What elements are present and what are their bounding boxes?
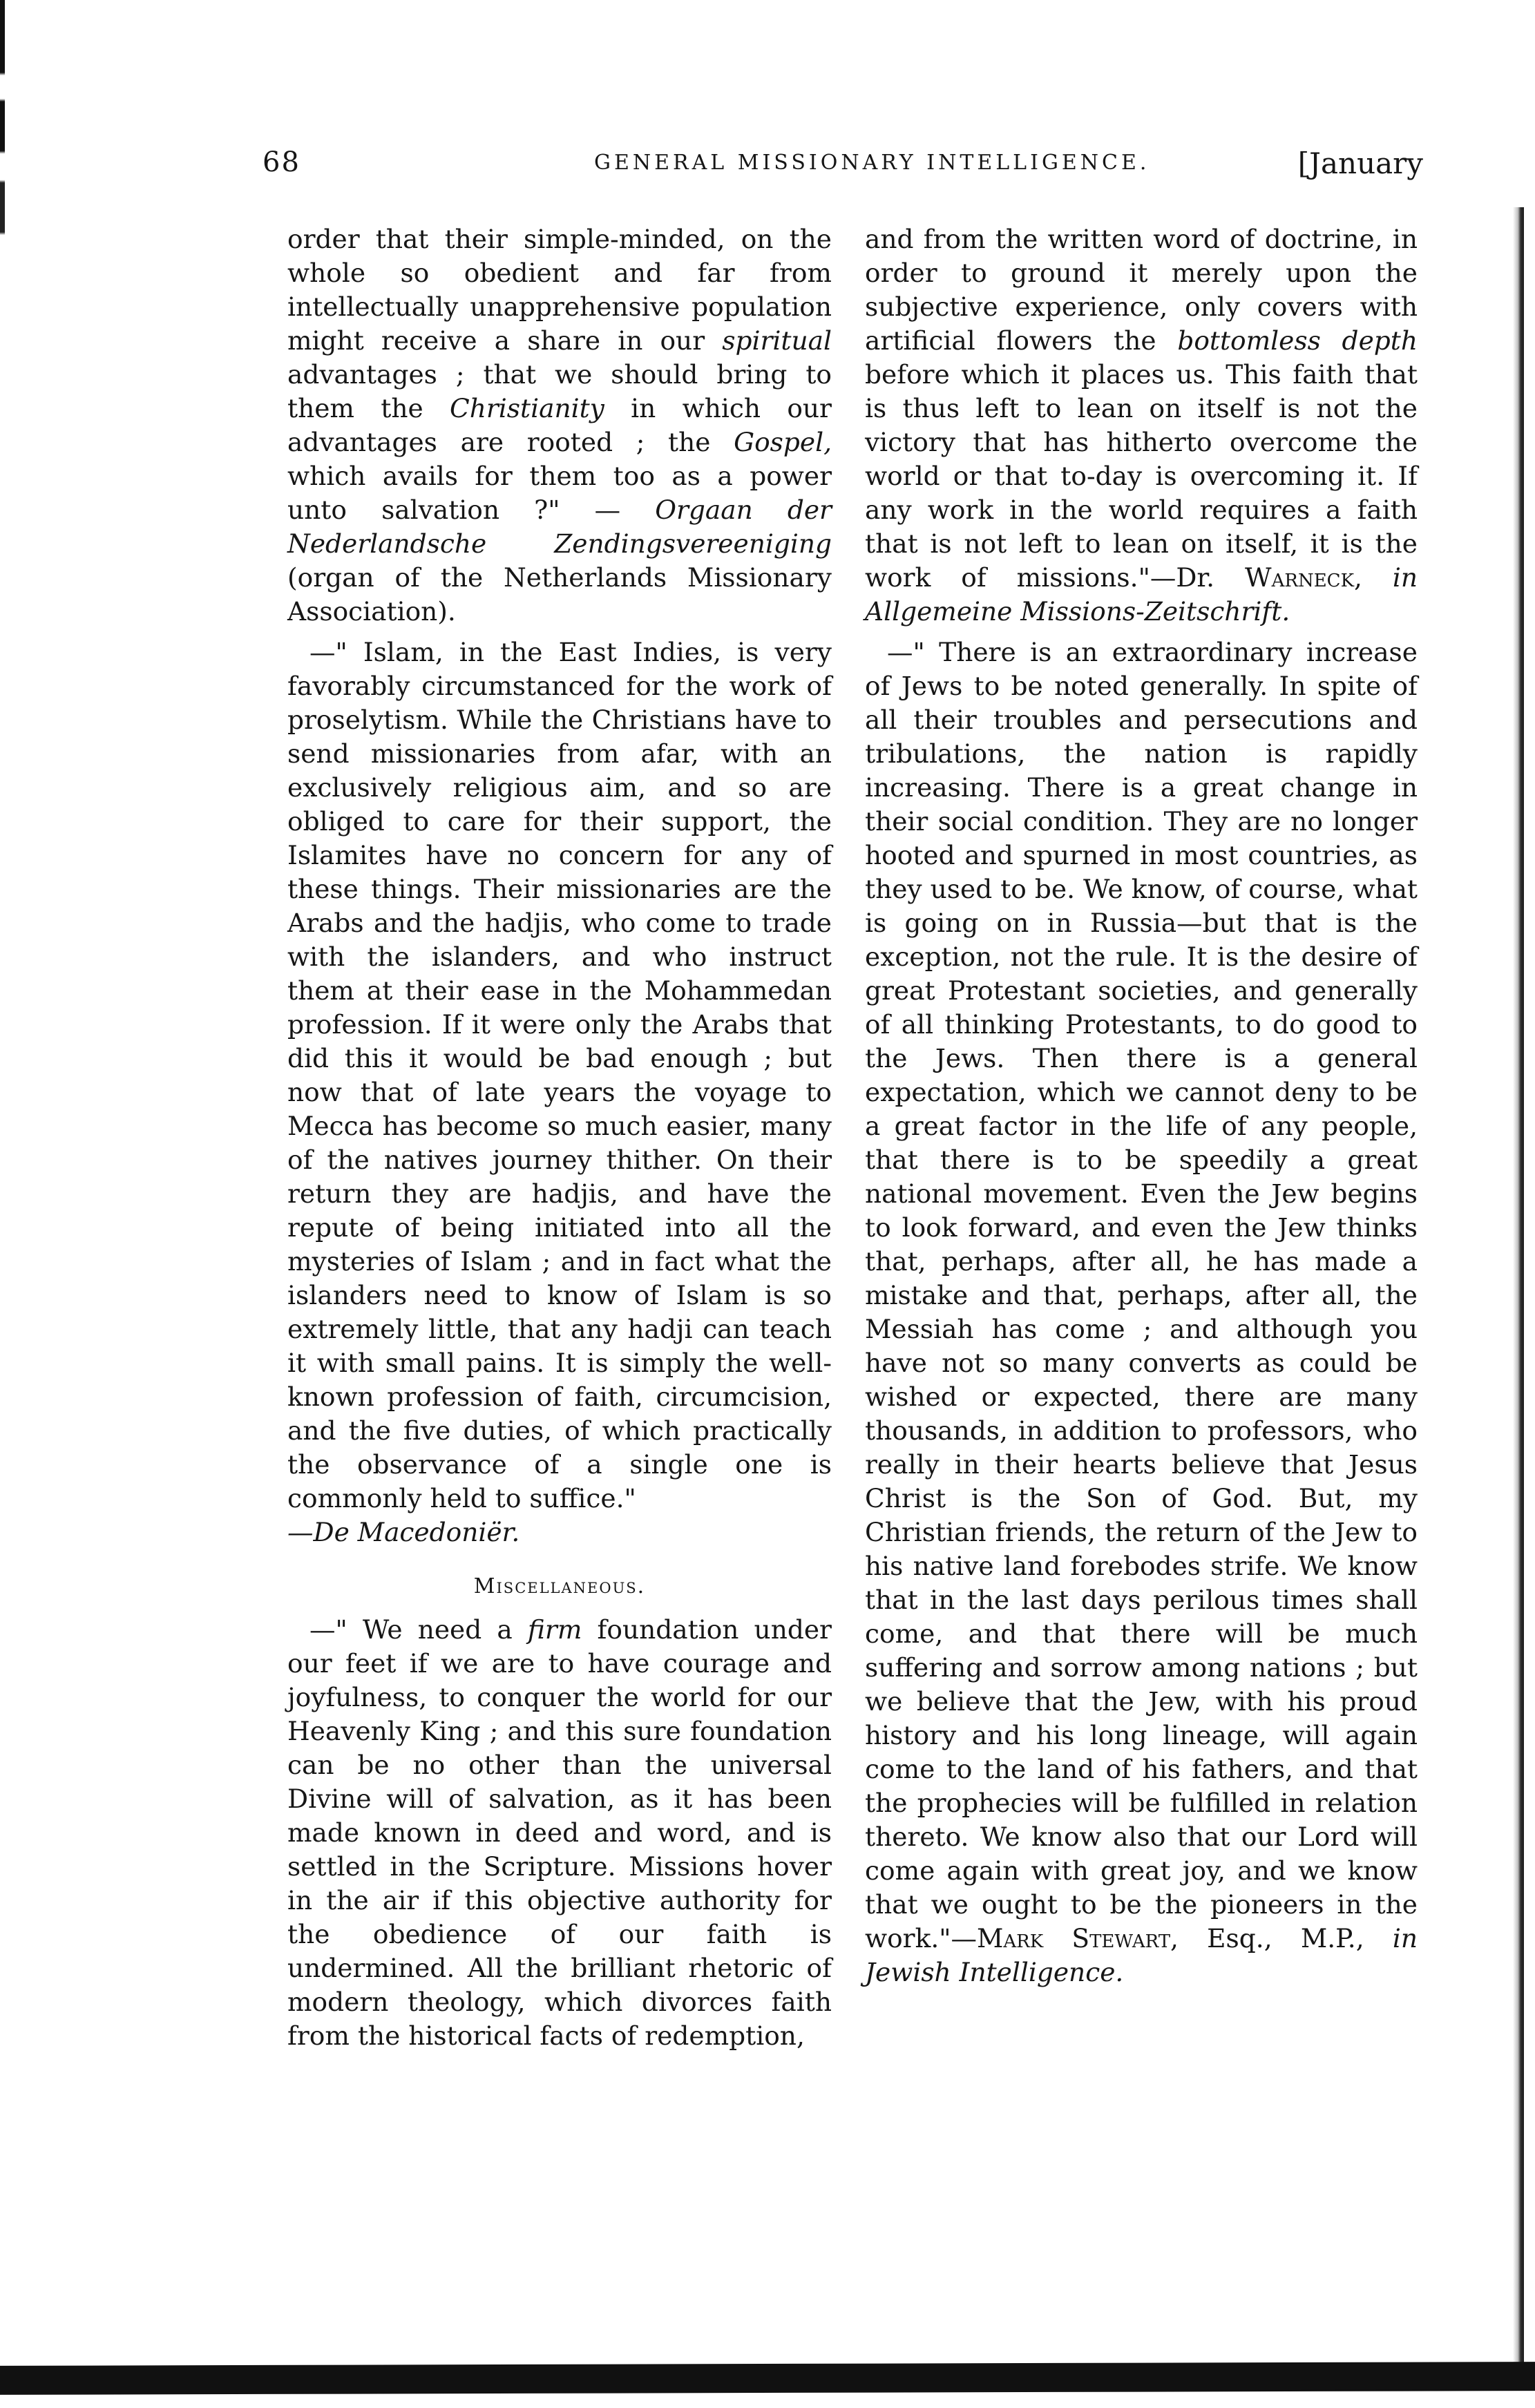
scan-edge-right	[1513, 207, 1524, 2383]
left-paragraph-1: order that their simple-minded, on the whole so obedient and far from intellectually unapprehensive population might receive a share in our spiritual advantages ; that we should bring to them the Christianity in which our advantages are rooted ; the Gospel, which avails for them too as a power unto salvation ?" — Orgaan der Nederlandsche Zendingsvereeniging (organ of the Netherlands Missionary Association).	[287, 224, 832, 627]
scan-bottom-edge	[0, 2362, 1535, 2395]
issue-month: [January	[1297, 146, 1423, 180]
page-number: 68	[263, 146, 301, 178]
page-header	[263, 146, 1423, 188]
section-heading-miscellaneous: Miscellaneous.	[473, 1574, 646, 1598]
left-paragraph-islam: —" Islam, in the East Indies, is very favorably circumstanced for the work of proselytism. While the Christians have to send missionaries from afar, with an exclusively religious aim, and so are obliged to care for their support, the Islamites have no concern for any of these things. Their missionaries are the Arabs and the hadjis, who come to trade with the islanders, and who instruct them at their ease in the Mohammedan profession. If it were only the Arabs that did this it would be bad enough ; but now that of late years the voyage to Mecca has become so much easier, many of the natives journey thither. On their return they are hadjis, and have the repute of being initiated into all the mysteries of Islam ; and in fact what the islanders need to know of Islam is so extremely little, that any hadji can teach it with small pains. It is simply the well-known profession of faith, circumcision, and the five duties, of which practically the observance of a single one is commonly held to suffice."	[287, 637, 832, 1513]
scan-edge-left	[0, 0, 5, 290]
right-paragraph-jews: —" There is an extraordinary increase of Jews to be noted generally. In spite of all their troubles and persecutions and tribulations, the nation is rapidly increasing. There is a great change in their social condition. They are no longer hooted and spurned in most countries, as they used to be. We know, of course, what is going on in Russia—but that is the exception, not the rule. It is the desire of great Protestant societies, and generally of all thinking Protestants, to do good to the Jews. Then there is a general expectation, which we cannot deny to be a great factor in the life of any people, that there is to be speedily a great national movement. Even the Jew begins to look forward, and even the Jew thinks that, perhaps, after all, he has made a mistake and that, perhaps, after all, the Messiah has come ; and although you have not so many converts as could be wished or expected, there are many thousands, in addition to professors, who really in their hearts believe that Jesus Christ is the Son of God. But, my Christian friends, the return of the Jew to his native land forebodes strife. We know that in the last days perilous times shall come, and that there will be much suffering and sorrow among nations ; but we believe that the Jew, with his proud history and his long lineage, will again come to the land of his fathers, and that the prophecies will be fulfilled in relation thereto. We know also that our Lord will come again with great joy, and we know that we ought to be the pioneers in the work."—Mark Stewart, Esq., M.P., in Jewish Intelligence.	[865, 637, 1418, 1987]
left-column	[287, 222, 832, 2053]
left-paragraph-firm-foundation: —" We need a firm foundation under our feet if we are to have courage and joyfulness, to conquer the world for our Heavenly King ; and this sure foundation can be no other than the universal Divine will of salvation, as it has been made known in deed and word, and is settled in the Scripture. Missions hover in the air if this objective authority for the obedience of our faith is undermined. All the brilliant rhetoric of modern theology, which divorces faith from the historical facts of redemption,	[287, 1614, 832, 2051]
running-head: GENERAL MISSIONARY INTELLIGENCE.	[594, 151, 1150, 175]
attribution-de-macedonier: —De Macedoniër.	[287, 1517, 520, 1547]
right-paragraph-continuation: and from the written word of doctrine, in order to ground it merely upon the subjective experience, only covers with artificial flowers the bottomless depth before which it places us. This faith that is thus left to lean on itself is not the victory that has hitherto overcome the world or that to-day is overcoming it. If any work in the world requires a faith that is not left to lean on itself, it is the work of missions."—Dr. Warneck, in Allgemeine Missions-Zeitschrift.	[865, 224, 1418, 627]
right-column	[865, 222, 1418, 1989]
